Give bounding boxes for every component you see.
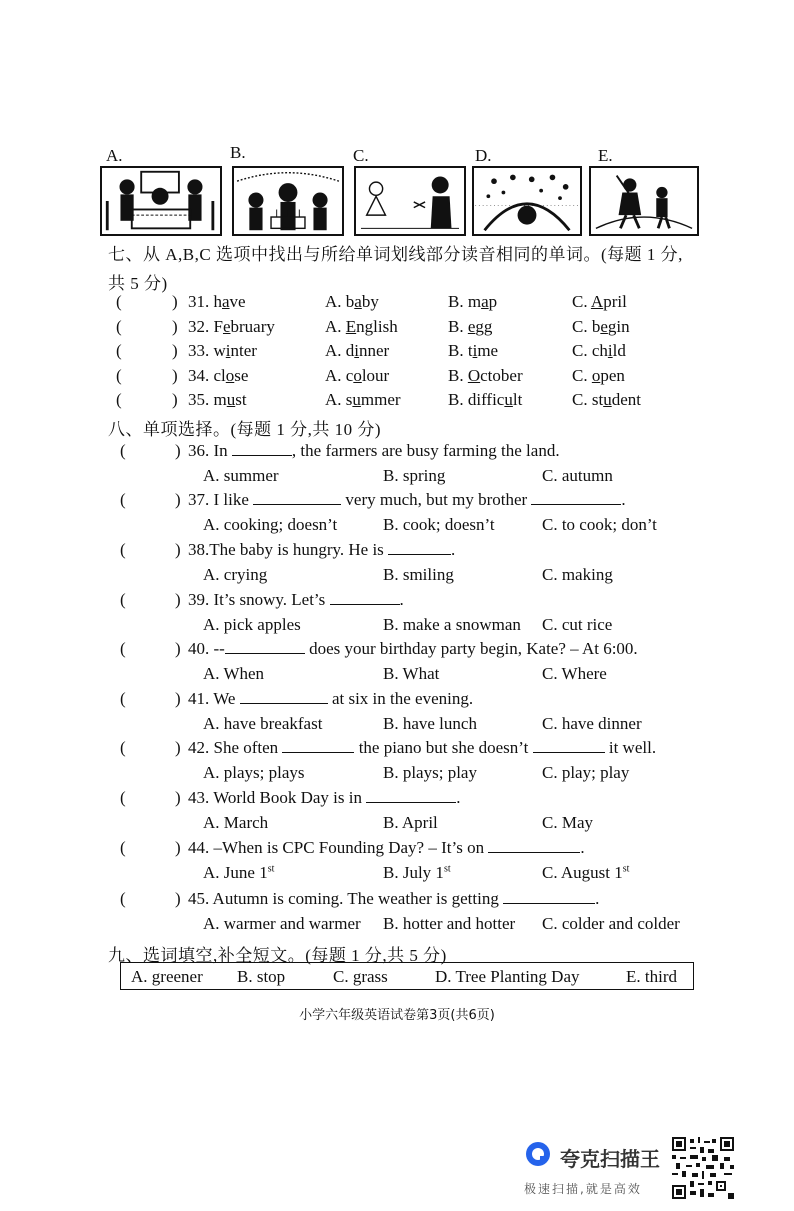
word-option: A. greener — [131, 967, 203, 986]
option-b: B. difficult — [448, 390, 523, 409]
answer-paren-open: ( — [120, 838, 126, 857]
option-a: A. summer — [325, 390, 401, 409]
option-b: B. time — [448, 341, 499, 360]
answer-paren-open: ( — [116, 366, 122, 385]
question-number: 34. — [188, 366, 210, 385]
option-a: A. baby — [325, 292, 379, 311]
option-a: A. crying — [203, 565, 268, 584]
answer-paren-close: ) — [172, 317, 178, 336]
underlined-letters: u — [504, 390, 513, 409]
answer-paren-close: ) — [175, 889, 181, 908]
question-number: 31. — [188, 292, 210, 311]
picture-a-label: A. — [106, 146, 123, 165]
answer-paren-close: ) — [175, 441, 181, 460]
option-a: A. June 1st — [203, 863, 275, 882]
answer-paren-close: ) — [172, 390, 178, 409]
answer-paren-close: ) — [172, 292, 178, 311]
birthday-party-picture — [232, 166, 344, 236]
option-a: A. English — [325, 317, 398, 336]
underlined-letters: e — [222, 317, 231, 336]
answer-paren-close: ) — [172, 341, 178, 360]
underlined-letters: i — [607, 341, 613, 360]
option-c: C. autumn — [542, 466, 613, 485]
answer-blank[interactable] — [533, 738, 605, 753]
answer-paren-close: ) — [175, 540, 181, 559]
option-a: A. warmer and warmer — [203, 914, 361, 933]
answer-blank[interactable] — [488, 838, 580, 853]
answer-blank[interactable] — [388, 540, 451, 555]
answer-blank[interactable] — [240, 689, 328, 704]
picture-c-label: C. — [353, 146, 369, 165]
question-text: 45. Autumn is coming. The weather is getting . — [188, 889, 600, 908]
option-b: B. plays; play — [383, 763, 477, 782]
option-a: A. March — [203, 813, 269, 832]
question-text: 42. She often the piano but she doesn’t it well. — [188, 738, 657, 757]
answer-blank[interactable] — [366, 788, 456, 803]
question-text: 40. -- does your birthday party begin, Kate? – At 6:00. — [188, 639, 638, 658]
option-b: B. egg — [448, 317, 493, 336]
tree-planting-picture — [589, 166, 699, 236]
option-c: C. making — [542, 565, 613, 584]
answer-blank[interactable] — [232, 441, 292, 456]
section-8-title: 八、单项选择。(每题 1 分,共 10 分) — [108, 420, 382, 439]
answer-paren-open: ( — [120, 889, 126, 908]
answer-blank[interactable] — [330, 590, 400, 605]
question-word: 32. February — [188, 317, 275, 336]
underlined-letters: o — [225, 366, 235, 385]
option-b: B. April — [383, 813, 438, 832]
paper-cutting-picture — [354, 166, 466, 236]
option-c: C. begin — [572, 317, 630, 336]
question-word: 35. must — [188, 390, 247, 409]
answer-paren-close: ) — [175, 490, 181, 509]
picture-e-label: E. — [598, 146, 613, 165]
answer-paren-close: ) — [175, 788, 181, 807]
question-text: 37. I like very much, but my brother . — [188, 490, 626, 509]
answer-paren-open: ( — [120, 689, 126, 708]
section-9-title: 九、选词填空,补全短文。(每题 1 分,共 5 分) — [108, 946, 447, 965]
underlined-letters: o — [353, 366, 362, 385]
answer-blank[interactable] — [282, 738, 354, 753]
option-a: A. When — [203, 664, 265, 683]
option-b: B. October — [448, 366, 523, 385]
option-a: A. plays; plays — [203, 763, 305, 782]
question-text: 44. –When is CPC Founding Day? – It’s on . — [188, 838, 585, 857]
word-option: E. third — [626, 967, 677, 986]
option-a: A. have breakfast — [203, 714, 323, 733]
answer-paren-open: ( — [120, 540, 126, 559]
option-a: A. pick apples — [203, 615, 301, 634]
option-b: B. map — [448, 292, 498, 311]
underlined-letters: u — [603, 390, 612, 409]
question-text: 36. In , the farmers are busy farming the land. — [188, 441, 560, 460]
brand-name: 夸克扫描王 — [560, 1147, 660, 1171]
underlined-letters: a — [354, 292, 362, 311]
option-b: B. July 1st — [383, 863, 451, 882]
underlined-letters: u — [352, 390, 361, 409]
option-b: B. hotter and hotter — [383, 914, 516, 933]
picture-b-label: B. — [230, 143, 246, 162]
option-a: A. summer — [203, 466, 279, 485]
option-c: C. August 1st — [542, 863, 630, 882]
answer-paren-open: ( — [120, 738, 126, 757]
option-c: C. cut rice — [542, 615, 613, 634]
answer-paren-open: ( — [120, 788, 126, 807]
answer-blank[interactable] — [253, 490, 341, 505]
quark-logo-icon — [524, 1140, 552, 1173]
option-a: A. dinner — [325, 341, 390, 360]
question-word: 34. close — [188, 366, 249, 385]
option-c: C. Where — [542, 664, 607, 683]
underlined-letters: A — [590, 292, 604, 311]
option-b: B. smiling — [383, 565, 454, 584]
option-c: C. to cook; don’t — [542, 515, 657, 534]
option-c: C. have dinner — [542, 714, 642, 733]
picture-d-label: D. — [475, 146, 492, 165]
qr-code-icon — [672, 1137, 734, 1199]
option-c: C. student — [572, 390, 641, 409]
word-option: D. Tree Planting Day — [435, 967, 580, 986]
underlined-letters: i — [354, 341, 360, 360]
underlined-letters: O — [467, 366, 481, 385]
option-b: B. have lunch — [383, 714, 477, 733]
answer-paren-close: ) — [175, 590, 181, 609]
answer-blank[interactable] — [503, 889, 595, 904]
section-7-title: 七、从 A,B,C 选项中找出与所给单词划线部分读音相同的单词。(每题 1 分, — [108, 245, 683, 264]
answer-blank[interactable] — [225, 639, 305, 654]
answer-paren-open: ( — [116, 390, 122, 409]
word-bank — [120, 962, 694, 990]
option-b: B. spring — [383, 466, 446, 485]
option-c: C. April — [572, 292, 627, 311]
question-text: 38.The baby is hungry. He is . — [188, 540, 456, 559]
fireworks-picture — [472, 166, 582, 236]
option-b: B. cook; doesn’t — [383, 515, 495, 534]
answer-blank[interactable] — [531, 490, 621, 505]
answer-paren-close: ) — [172, 366, 178, 385]
page-footer: 小学六年级英语试卷第3页(共6页) — [299, 1008, 495, 1023]
underlined-letters: u — [226, 390, 236, 409]
underlined-letters: a — [222, 292, 230, 311]
answer-paren-open: ( — [116, 317, 122, 336]
answer-paren-close: ) — [175, 639, 181, 658]
option-c: C. May — [542, 813, 593, 832]
answer-paren-open: ( — [120, 490, 126, 509]
underlined-letters: o — [591, 366, 601, 385]
brand-slogan: 极速扫描,就是高效 — [524, 1182, 642, 1196]
option-c: C. open — [572, 366, 625, 385]
answer-paren-open: ( — [120, 590, 126, 609]
question-number: 32. — [188, 317, 210, 336]
underlined-letters: e — [600, 317, 608, 336]
question-word: 31. have — [188, 292, 246, 311]
underlined-letters: E — [345, 317, 357, 336]
underlined-letters: e — [467, 317, 476, 336]
option-c: C. play; play — [542, 763, 630, 782]
question-word: 33. winter — [188, 341, 257, 360]
underlined-letters: i — [225, 341, 231, 360]
section-7-title-cont: 共 5 分) — [108, 274, 168, 293]
answer-paren-open: ( — [116, 292, 122, 311]
word-option: B. stop — [237, 967, 286, 986]
answer-paren-open: ( — [120, 639, 126, 658]
option-a: A. colour — [325, 366, 390, 385]
option-b: B. What — [383, 664, 440, 683]
word-option: C. grass — [333, 967, 388, 986]
answer-paren-open: ( — [120, 441, 126, 460]
question-text: 39. It’s snowy. Let’s . — [188, 590, 404, 609]
option-a: A. cooking; doesn’t — [203, 515, 338, 534]
answer-paren-close: ) — [175, 738, 181, 757]
option-c: C. child — [572, 341, 626, 360]
family-dinner-picture — [100, 166, 222, 236]
answer-paren-close: ) — [175, 838, 181, 857]
question-text: 43. World Book Day is in . — [188, 788, 461, 807]
answer-paren-close: ) — [175, 689, 181, 708]
option-b: B. make a snowman — [383, 615, 521, 634]
answer-paren-open: ( — [116, 341, 122, 360]
underlined-letters: a — [481, 292, 489, 311]
question-number: 35. — [188, 390, 210, 409]
option-c: C. colder and colder — [542, 914, 680, 933]
question-number: 33. — [188, 341, 210, 360]
question-text: 41. We at six in the evening. — [188, 689, 474, 708]
underlined-letters: i — [472, 341, 478, 360]
